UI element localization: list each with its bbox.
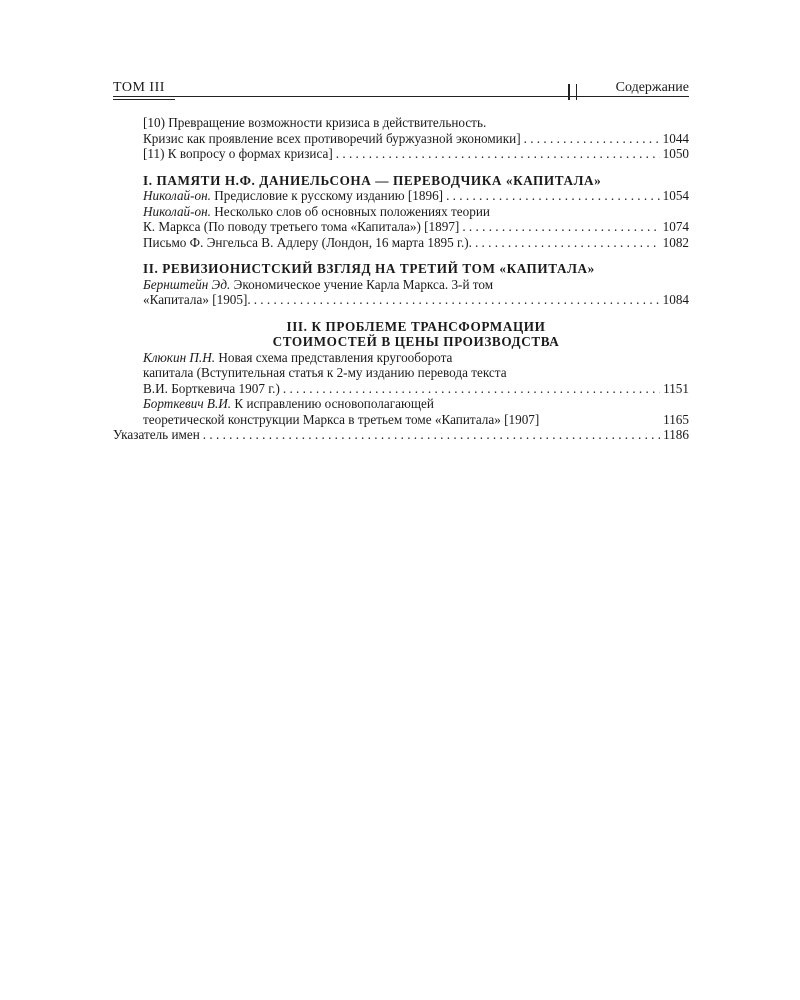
toc-entry: В.И. Борткевича 1907 г.) . . . 1151	[113, 381, 689, 397]
page-number: 1054	[662, 188, 689, 203]
toc-entry: Письмо Ф. Энгельса В. Адлеру (Лондон, 16 марта 1895 г.). . . . 1082	[113, 235, 689, 251]
toc-entry: [11) К вопросу о формах кризиса] . . . 1050	[113, 146, 689, 162]
page-number: 1151	[663, 380, 689, 396]
toc-entry: Николай-он. Предисловие к русскому изданию [1896] . . . 1054	[113, 188, 689, 204]
toc-entry: Николай-он. Несколько слов об основных положениях теории	[143, 203, 490, 219]
page-number: 1044	[662, 130, 689, 146]
toc-entry: [10) Превращение возможности кризиса в действительность.	[143, 115, 487, 130]
page-number: 1074	[662, 219, 689, 234]
section-heading: II. РЕВИЗИОНИСТСКИЙ ВЗГЛЯД НА ТРЕТИЙ ТОМ «КАПИТАЛА»	[143, 261, 595, 276]
header-rule	[113, 96, 689, 97]
toc-entry: капитала (Вступительная статья к 2-му изданию перевода текста	[143, 365, 507, 380]
page-number: 1165	[663, 411, 689, 427]
page-number: 1186	[663, 427, 689, 442]
toc-entry: К. Маркса (По поводу третьего тома «Капитала») [1897] . . . 1074	[113, 219, 689, 235]
toc-entry: Бернштейн Эд. Экономическое учение Карла Маркса. 3-й том	[143, 276, 494, 292]
toc-entry-index: Указатель имен . . . 1186	[113, 427, 689, 443]
toc-entry: Борткевич В.И. К исправлению основополагающей	[143, 396, 434, 411]
header-underline	[113, 99, 175, 100]
page-number: 1084	[662, 292, 689, 307]
toc-entry: теоретической конструкции Маркса в третьем томе «Капитала» [1907] 1165	[143, 411, 689, 427]
section-heading: III. К ПРОБЛЕМЕ ТРАНСФОРМАЦИИ СТОИМОСТЕЙ В ЦЕНЫ ПРОИЗВОДСТВА	[272, 318, 560, 349]
toc-entry: Клюкин П.Н. Новая схема представления кругооборота	[143, 349, 453, 365]
running-header	[113, 78, 689, 100]
table-of-contents	[113, 115, 689, 443]
page-number: 1050	[662, 146, 689, 161]
section-label: Содержание	[615, 80, 689, 95]
page-number: 1082	[662, 234, 689, 250]
section-heading: I. ПАМЯТИ Н.Ф. ДАНИЕЛЬСОНА — ПЕРЕВОДЧИКА «КАПИТАЛА»	[143, 172, 602, 188]
toc-entry: «Капитала» [1905]. . . . 1084	[113, 292, 689, 308]
toc-entry: Кризис как проявление всех противоречий буржуазной экономики] . . . 1044	[113, 131, 689, 147]
volume-label: ТОМ III	[113, 80, 165, 95]
header-bracket	[568, 84, 577, 100]
